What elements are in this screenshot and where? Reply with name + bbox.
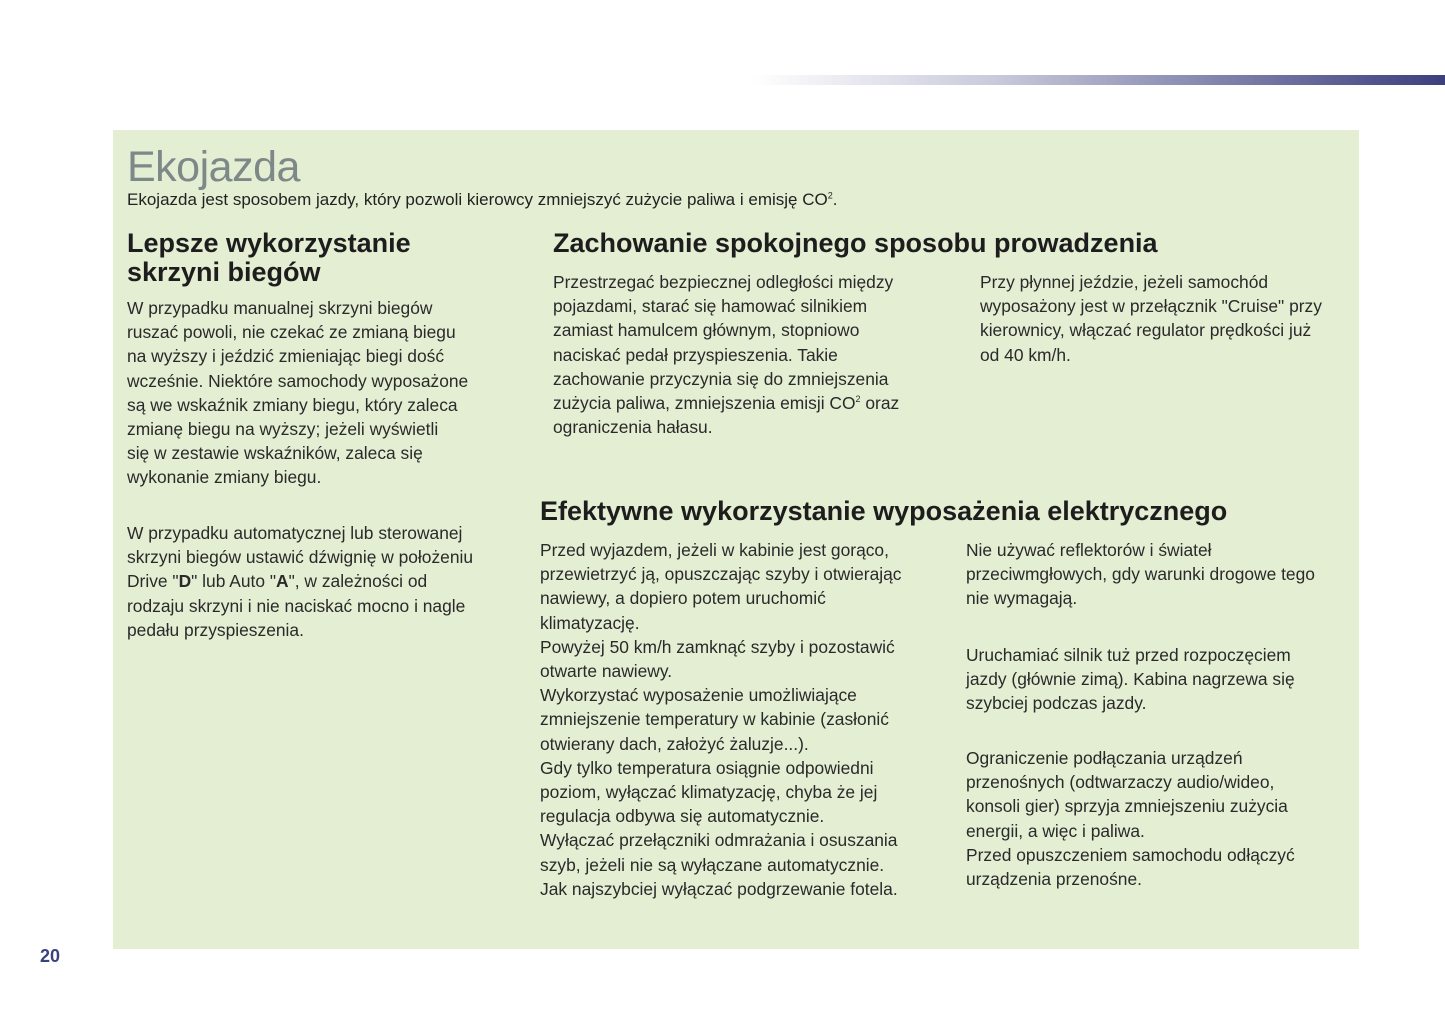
- calm-left-part-b: oraz ograniczenia hałasu.: [553, 393, 900, 438]
- page-number: 20: [40, 946, 61, 966]
- calm-driving-left-text: [553, 270, 899, 439]
- page-title: Ekojazda: [127, 143, 300, 191]
- intro-subscript: 2: [827, 190, 833, 201]
- calm-left-part-a: Przestrzegać bezpiecznej odległości między pojazdami, starać się hamować silnikiem zamiast hamulcem głównym, stopniowo naciskać pedał przyspieszenia. Takie zachowanie przyczynia się do zmniejszenia zużycia paliwa, zmniejszenia emisji CO: [553, 272, 894, 414]
- heading-calm-driving: Zachowanie spokojnego sposobu prowadzenia: [553, 228, 1158, 258]
- heading-electrical: Efektywne wykorzystanie wyposażenia elektrycznego: [540, 496, 1228, 526]
- gear-a-label: A: [276, 571, 289, 592]
- gear-d-label: D: [178, 571, 192, 592]
- header-gradient-bar: [752, 75, 1445, 85]
- intro-end: .: [832, 190, 838, 209]
- gearbox-auto-part-c: " lub Auto ": [191, 571, 277, 592]
- electrical-right-text-2: Uruchamiać silnik tuż przed rozpoczęciem jazdy (głównie zimą). Kabina nagrzewa się szybciej podczas jazdy.: [966, 645, 1295, 714]
- gearbox-auto-part-e: ", w zależności od rodzaju skrzyni i nie naciskać mocno i nagle pedału przyspieszenia.: [127, 571, 466, 640]
- calm-driving-right-text: Przy płynnej jeździe, jeżeli samochód wyposażony jest w przełącznik "Cruise" przy kierownicy, włączać regulator prędkości już od 40 km/h.: [980, 272, 1322, 365]
- electrical-left-text: Przed wyjazdem, jeżeli w kabinie jest gorąco, przewietrzyć ją, opuszczając szyby i otwierając nawiewy, a dopiero potem uruchomić klimatyzację. Powyżej 50 km/h zamknąć szyby i pozostawić otwarte nawiewy. Wykorzystać wyposażenie umożliwiające zmniejszenie temperatury w kabinie (zasłonić otwierany dach, założyć żaluzje...). Gdy tylko temperatura osiągnie odpowiedni poziom, wyłączać klimatyzację, chyba że jej regulacja odbywa się automatycznie. Wyłączać przełączniki odmrażania i osuszania szyb, jeżeli nie są wyłączane automatycznie. Jak najszybciej wyłączać podgrzewanie fotela.: [540, 540, 902, 899]
- gearbox-manual-text: W przypadku manualnej skrzyni biegów ruszać powoli, nie czekać ze zmianą biegu na wyższy i jeździć zmieniając biegi dość wcześnie. Niektóre samochody wyposażone są we wskaźnik zmiany biegu, który zaleca zmianę biegu na wyższy; jeżeli wyświetli się w zestawie wskaźników, zaleca się wykonanie zmiany biegu.: [127, 298, 469, 488]
- intro-main: Ekojazda jest sposobem jazdy, który pozwoli kierowcy zmniejszyć zużycie paliwa i emisję CO: [127, 190, 828, 209]
- intro-text: [127, 189, 837, 211]
- calm-co2-subscript: 2: [855, 394, 861, 405]
- heading-gearbox: Lepsze wykorzystanie skrzyni biegów: [127, 228, 411, 287]
- electrical-right-text-3: Ograniczenie podłączania urządzeń przenośnych (odtwarzaczy audio/wideo, konsoli gier) sprzyja zmniejszeniu zużycia energii, a więc i paliwa. Przed opuszczeniem samochodu odłączyć urządzenia przenośne.: [966, 748, 1295, 890]
- gearbox-auto-part-a: W przypadku automatycznej lub sterowanej skrzyni biegów ustawić dźwignię w położeniu Drive ": [127, 523, 474, 592]
- gearbox-automatic-text: [127, 521, 473, 642]
- electrical-right-text-1: Nie używać reflektorów i świateł przeciwmgłowych, gdy warunki drogowe tego nie wymagają.: [966, 540, 1315, 609]
